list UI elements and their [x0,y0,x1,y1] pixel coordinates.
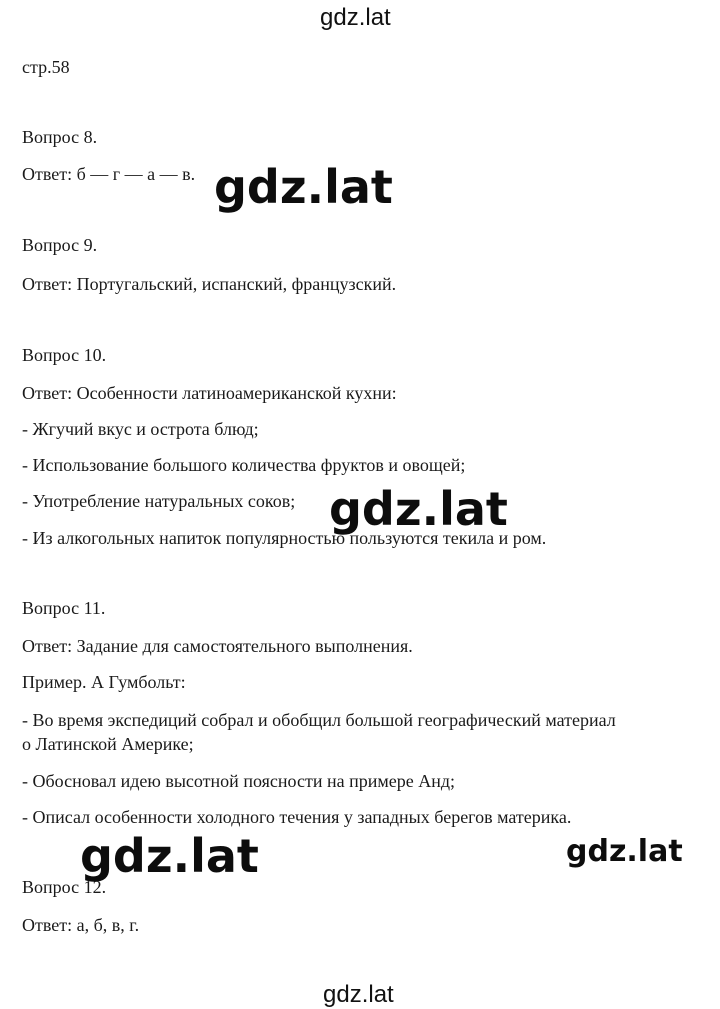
page-reference: стр.58 [22,57,70,77]
question-11-example: Пример. А Гумбольт: [22,672,186,692]
watermark-overlay: gdz.lat [214,160,393,214]
question-9-answer: Ответ: Португальский, испанский, французский. [22,274,397,294]
question-10-item: - Употребление натуральных соков; [22,491,296,511]
question-10-item: - Использование большого количества фруктов и овощей; [22,455,466,475]
watermark-bottom: gdz.lat [323,981,394,1008]
question-9-title: Вопрос 9. [22,235,98,255]
question-12-answer: Ответ: а, б, в, г. [22,915,140,935]
watermark-overlay: gdz.lat [80,829,259,883]
question-8-title: Вопрос 8. [22,127,98,147]
question-10-answer: Ответ: Особенности латиноамериканской кухни: [22,383,397,403]
question-8-answer: Ответ: б — г — а — в. [22,164,196,184]
question-11-item: - Обосновал идею высотной поясности на примере Анд; [22,771,455,791]
question-11-item: - Описал особенности холодного течения у западных берегов материка. [22,807,572,827]
question-11-item: - Во время экспедиций собрал и обобщил большой географический материал [22,710,616,730]
question-10-item: - Из алкогольных напиток популярностью пользуются текила и ром. [22,528,547,548]
watermark-overlay: gdz.lat [329,482,508,536]
question-11-title: Вопрос 11. [22,598,106,618]
question-11-answer: Ответ: Задание для самостоятельного выполнения. [22,636,413,656]
question-12-title: Вопрос 12. [22,877,107,897]
question-10-title: Вопрос 10. [22,345,107,365]
watermark-overlay: gdz.lat [566,834,683,869]
watermark-top: gdz.lat [320,4,391,31]
question-10-item: - Жгучий вкус и острота блюд; [22,419,259,439]
question-11-item: о Латинской Америке; [22,734,194,754]
